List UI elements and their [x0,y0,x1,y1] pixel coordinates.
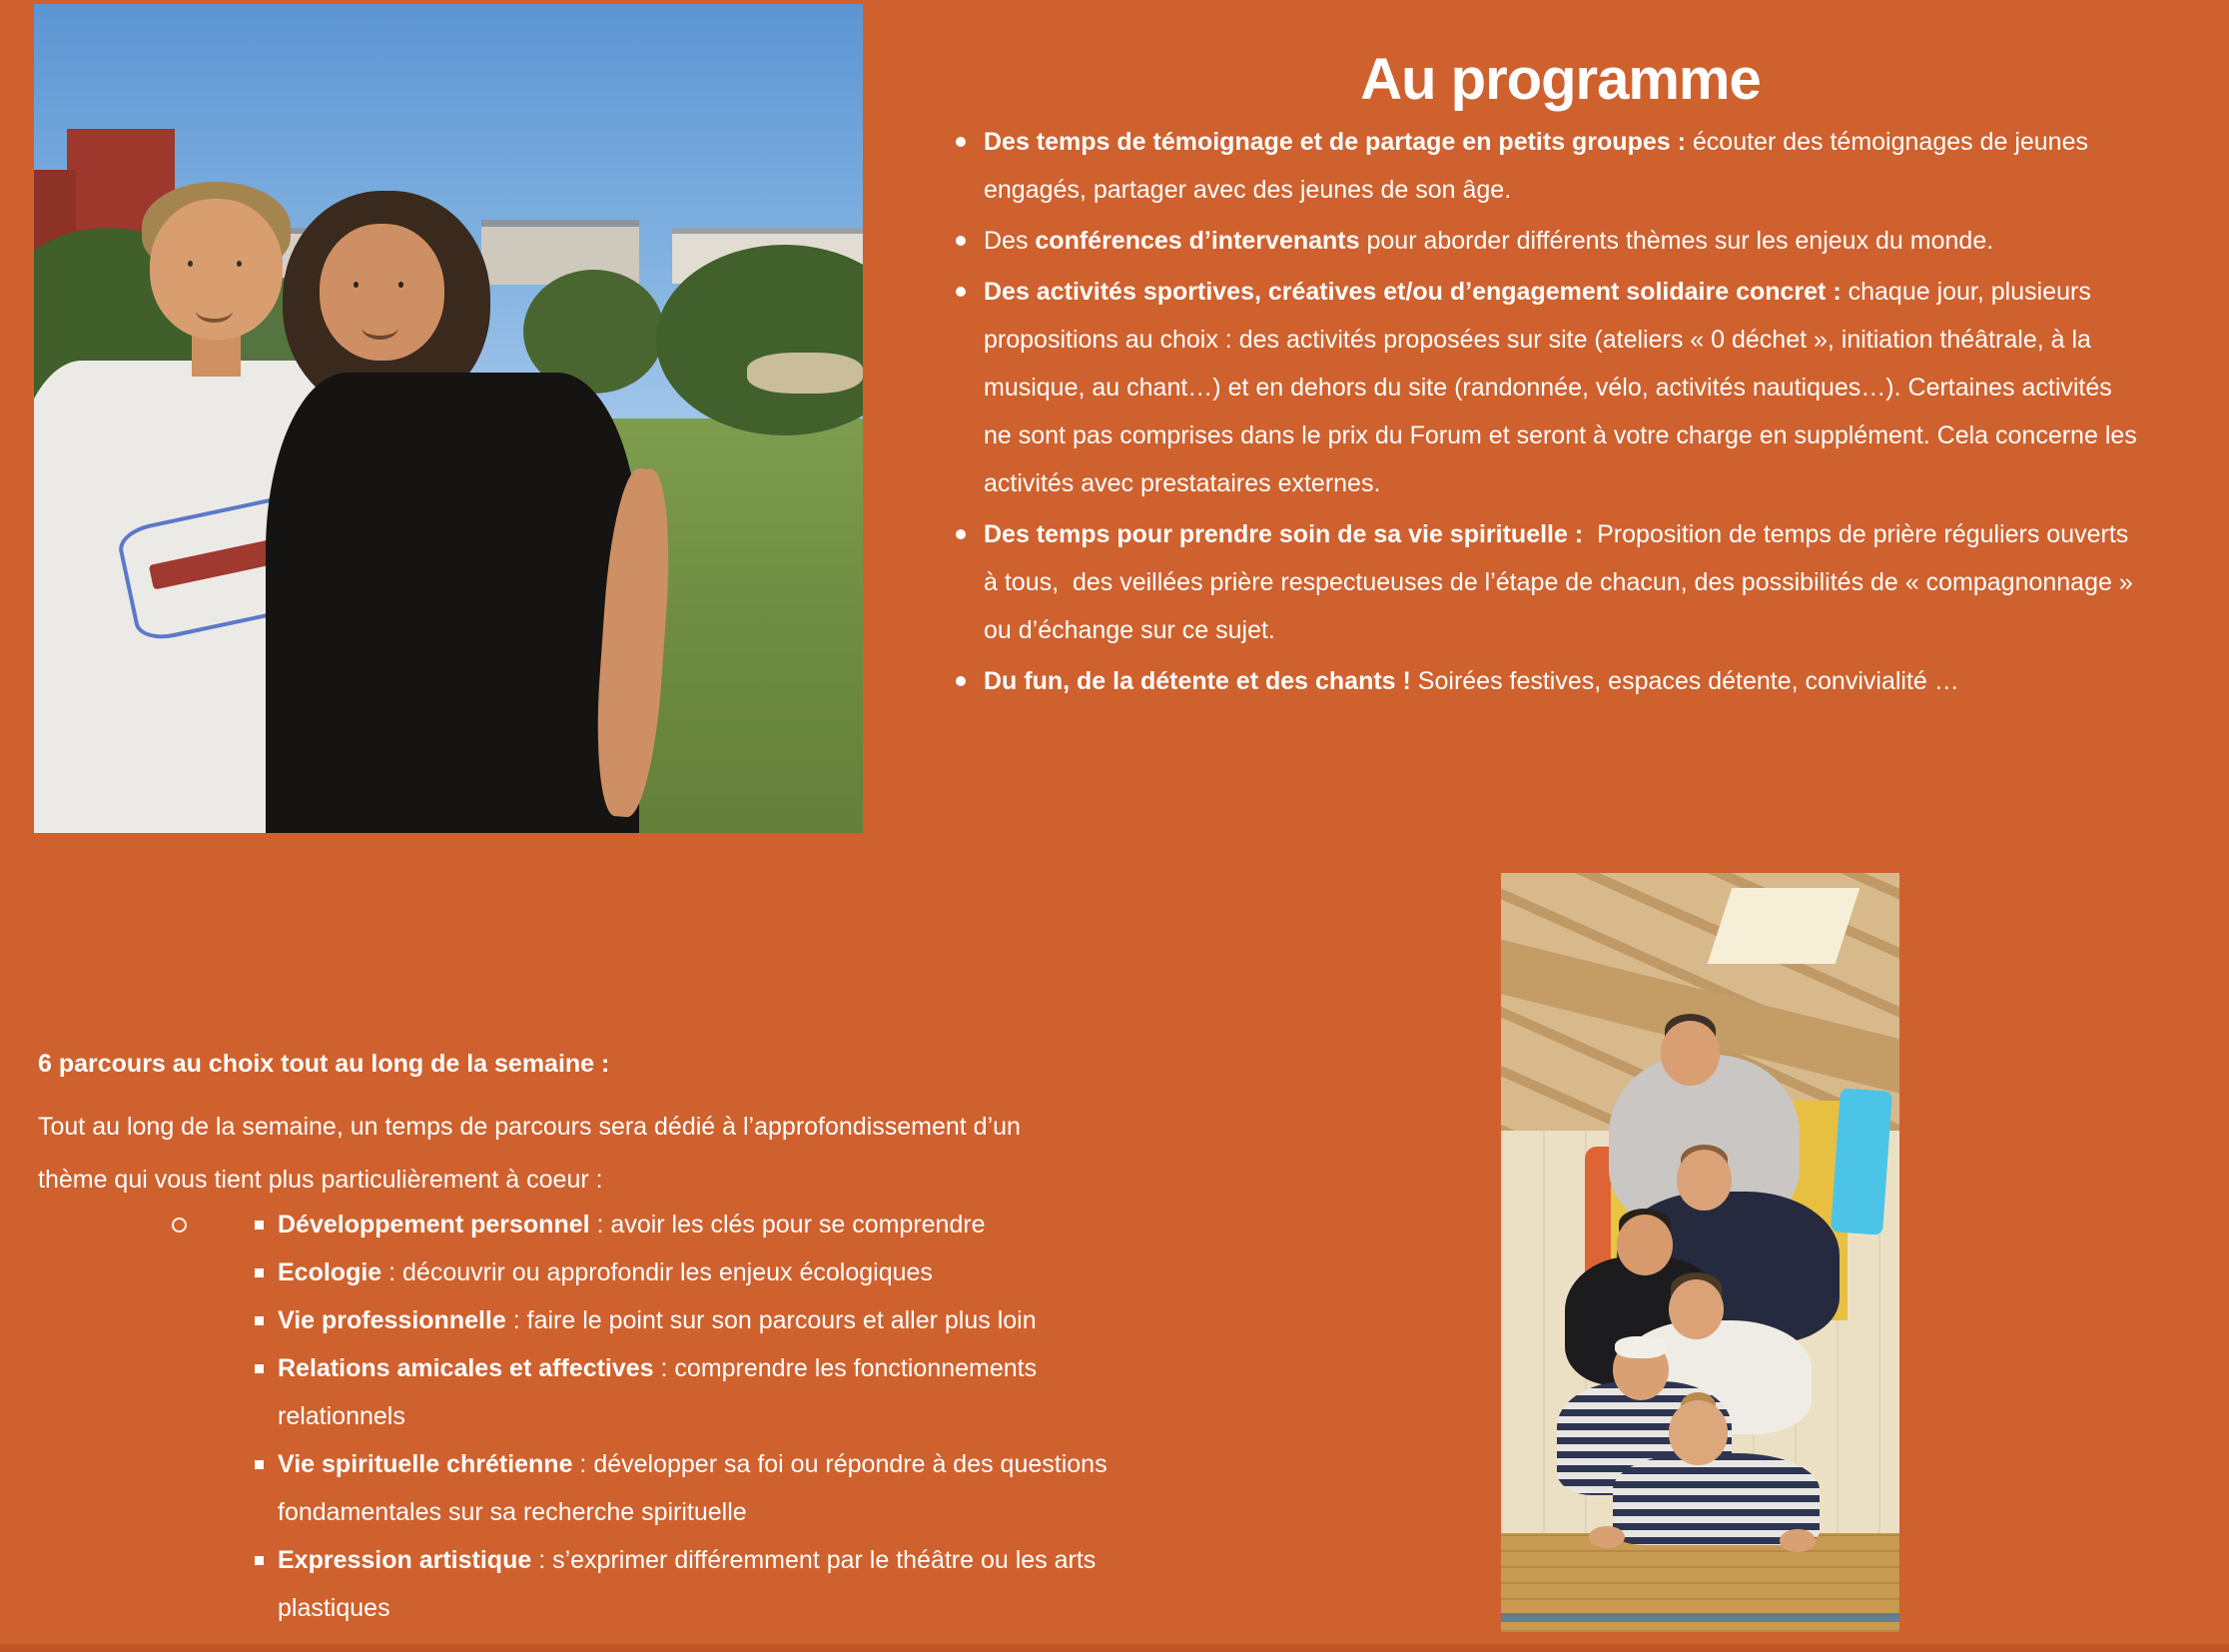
program-item: Des temps pour prendre soin de sa vie spirituelle : Proposition de temps de prière réguliers ouverts à tous, des veillées prière respectueuses de l’étape de chacun, des possibilités de « compagnonnage » ou d’échange sur ce sujet. [984,510,2142,654]
program-list [984,118,2142,708]
circle-bullet-icon [172,1218,187,1233]
parcours-list [278,1201,1156,1632]
illustration-face [1669,1400,1729,1465]
program-item: Du fun, de la détente et des chants ! Soirées festives, espaces détente, convivialité … [984,657,2142,705]
illustration-face [1661,1021,1721,1086]
illustration-woman-top [266,373,639,833]
program-item: Des conférences d’intervenants pour aborder différents thèmes sur les enjeux du monde. [984,217,2142,265]
parcours-item: Vie professionnelle : faire le point sur son parcours et aller plus loin [278,1296,1156,1344]
parcours-item: Développement personnel : avoir les clés pour se comprendre [278,1201,1156,1248]
illustration-path [747,353,863,395]
illustration-eye [188,261,193,267]
parcours-item: Relations amicales et affectives : comprendre les fonctionnements relationnels [278,1344,1156,1440]
parcours-item: Expression artistique : s’exprimer différemment par le théâtre ou les arts plastiques [278,1536,1156,1632]
illustration-face [1677,1150,1733,1211]
program-item: Des activités sportives, créatives et/ou d’engagement solidaire concret : chaque jour, plusieurs propositions au choix : des activités proposées sur site (ateliers « 0 déchet », initiation théâtrale, à la musique, au chant…) et en dehors du site (randonnée, vélo, activités nautiques…). Certaines activités ne sont pas comprises dans le prix du Forum et seront à votre charge en supplément. Cela concerne les activités avec prestataires externes. [984,268,2142,507]
illustration-court-line [1501,1613,1899,1622]
parcours-heading: 6 parcours au choix tout au long de la semaine : [38,1050,610,1078]
parcours-intro: Tout au long de la semaine, un temps de parcours sera dédié à l’approfondissement d’un thème qui vous tient plus particulièrement à coeur : [38,1113,1021,1194]
illustration-smile [362,315,398,340]
illustration-woman-face [320,224,444,361]
illustration-face [1617,1215,1673,1275]
illustration-headband [1615,1336,1667,1359]
section-divider [0,1644,2229,1652]
page-title: Au programme [1360,46,1761,112]
illustration-hand [1589,1526,1625,1549]
parcours-item: Vie spirituelle chrétienne : développer sa foi ou répondre à des questions fondamentales sur sa recherche spirituelle [278,1440,1156,1536]
illustration-eye [354,282,359,288]
photo-two-friends-outdoors [34,4,863,833]
illustration-skylight [1708,888,1859,964]
photo-human-pyramid-gym [1501,873,1899,1632]
parcours-item: Ecologie : découvrir ou approfondir les enjeux écologiques [278,1248,1156,1296]
program-item: Des temps de témoignage et de partage en petits groupes : écouter des témoignages de jeunes engagés, partager avec des jeunes de son âge. [984,118,2142,214]
illustration-blue-towel [1831,1088,1892,1236]
